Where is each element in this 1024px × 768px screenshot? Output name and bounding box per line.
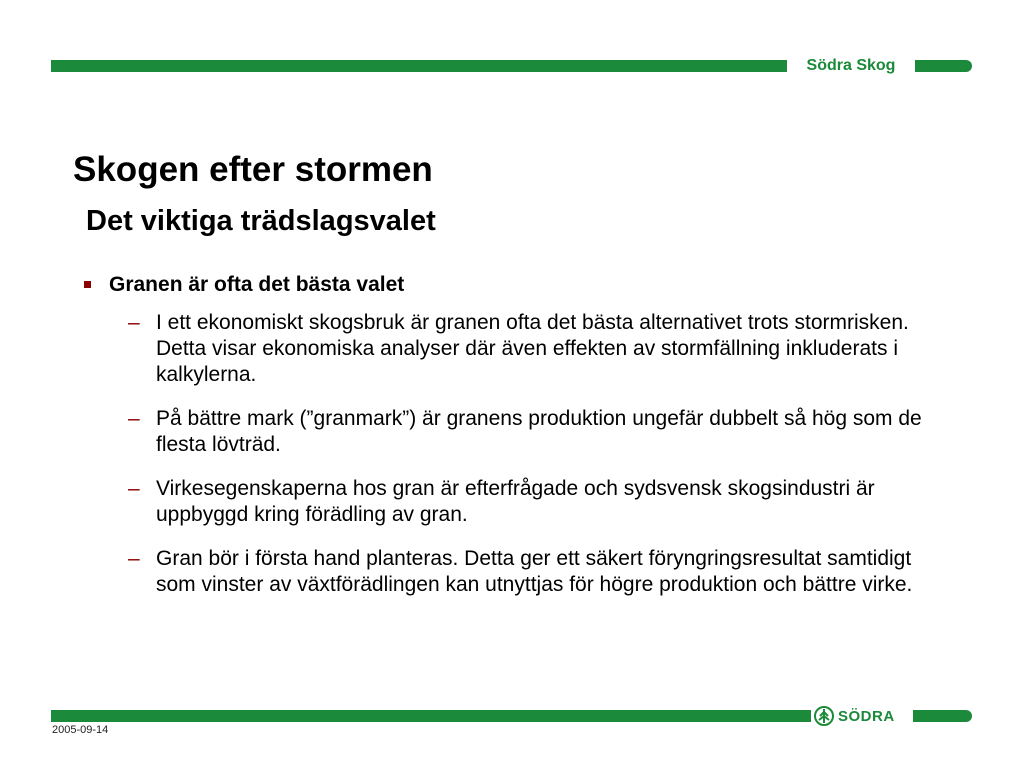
main-bullet (78, 270, 978, 300)
slide-date: 2005-09-14 (52, 724, 109, 736)
header-bar-right (915, 60, 972, 72)
bullet-square-icon (84, 281, 91, 288)
sub-bullet-text: På bättre mark (”granmark”) är granens produktion ungefär dubbelt så hög som de flesta lövträd. (156, 407, 922, 456)
slide-content (78, 270, 978, 616)
dash-marker: – (128, 407, 140, 430)
sodra-logo (814, 704, 910, 728)
sub-bullet-item (78, 406, 978, 458)
footer-bar-left (51, 710, 811, 722)
main-bullet-text: Granen är ofta det bästa valet (109, 273, 405, 296)
sub-bullet-text: I ett ekonomiskt skogsbruk är granen ofta det bästa alternativet trots stormrisken. Detta visar ekonomiska analyser där även effekten av stormfällning inkluderats i kalkylerna. (156, 311, 909, 386)
tree-logo-icon (814, 706, 834, 726)
footer-bar-right (913, 710, 972, 722)
slide-subtitle: Det viktiga trädslagsvalet (86, 205, 436, 237)
slide-title: Skogen efter stormen (73, 150, 433, 189)
sub-bullet-list (78, 310, 978, 598)
header-brand: Södra Skog (806, 57, 896, 74)
dash-marker: – (128, 547, 140, 570)
dash-marker: – (128, 311, 140, 334)
header-bar-left (51, 60, 787, 72)
sub-bullet-item (78, 476, 978, 528)
sub-bullet-text: Gran bör i första hand planteras. Detta ger ett säkert föryngringsresultat samtidigt som vinster av växtförädlingen kan utnyttjas för högre produktion och bättre virke. (156, 547, 913, 596)
dash-marker: – (128, 477, 140, 500)
sub-bullet-item (78, 310, 978, 388)
logo-text: SÖDRA (838, 707, 895, 725)
sub-bullet-item (78, 546, 978, 598)
sub-bullet-text: Virkesegenskaperna hos gran är efterfrågade och sydsvensk skogsindustri är uppbyggd kring förädling av gran. (156, 477, 875, 526)
